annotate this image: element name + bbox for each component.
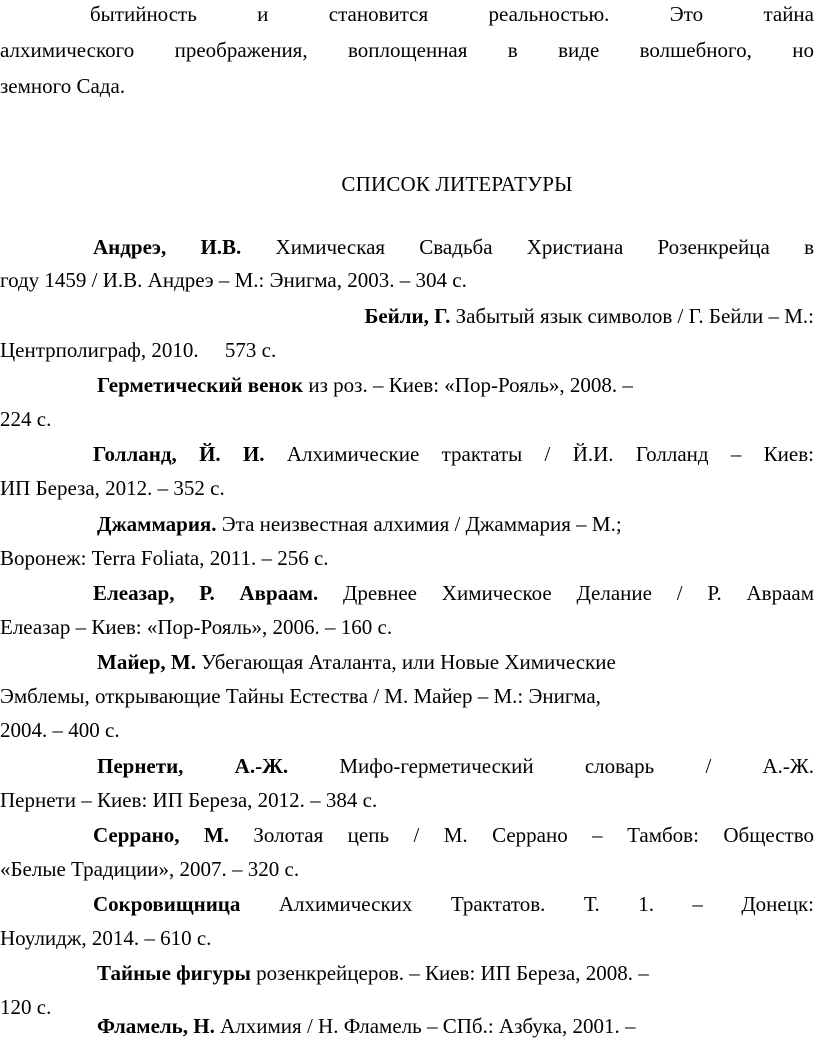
reference-6-text: Древнее Химическое Делание / Р. Авраам bbox=[318, 581, 814, 605]
section-title: СПИСОК ЛИТЕРАТУРЫ bbox=[341, 172, 573, 196]
intro-line-3: земного Сада. bbox=[0, 74, 126, 98]
reference-1-line-1 bbox=[93, 233, 814, 261]
reference-7-author: Майер, М. bbox=[97, 650, 196, 674]
reference-8-text: Мифо-герметический словарь / А.-Ж. bbox=[288, 754, 814, 778]
reference-2-line-2: Центрполиграф, 2010. 573 с. bbox=[0, 338, 277, 362]
reference-3-line-1 bbox=[97, 371, 633, 399]
reference-2-text: Забытый язык символов / Г. Бейли – М.: bbox=[450, 304, 814, 328]
reference-10-text: Алхимических Трактатов. Т. 1. – Донецк: bbox=[240, 892, 814, 916]
reference-1-line-2: году 1459 / И.В. Андреэ – М.: Энигма, 2003. – 304 с. bbox=[0, 268, 467, 292]
reference-9-author: Серрано, М. bbox=[93, 823, 229, 847]
reference-1-text: Химическая Свадьба Христиана Розенкрейца в bbox=[241, 235, 814, 259]
reference-4-line-1 bbox=[93, 440, 814, 468]
reference-3-author: Герметический венок bbox=[97, 373, 304, 397]
intro-line-1: бытийность и становится реальностью. Это тайна bbox=[90, 2, 814, 26]
reference-9-line-1 bbox=[93, 821, 814, 849]
reference-3-line-2: 224 с. bbox=[0, 407, 52, 431]
reference-5-line-1 bbox=[97, 510, 622, 538]
reference-5-author: Джаммария. bbox=[97, 512, 217, 536]
reference-3-text: из роз. – Киев: «Пор-Рояль», 2008. – bbox=[303, 373, 633, 397]
reference-7-line-3: 2004. – 400 с. bbox=[0, 718, 120, 742]
reference-2-author: Бейли, Г. bbox=[364, 304, 451, 328]
reference-2-line-1 bbox=[241, 302, 814, 330]
reference-11-line-2: 120 с. bbox=[0, 995, 52, 1019]
intro-line-2: алхимического преображения, воплощенная в виде волшебного, но bbox=[0, 38, 814, 62]
reference-4-line-2: ИП Береза, 2012. – 352 с. bbox=[0, 476, 225, 500]
reference-8-line-2: Пернети – Киев: ИП Береза, 2012. – 384 с. bbox=[0, 788, 378, 812]
reference-4-text: Алхимические трактаты / Й.И. Голланд – Киев: bbox=[264, 442, 814, 466]
reference-12-line-1 bbox=[97, 1012, 635, 1040]
reference-11-line-1 bbox=[97, 959, 649, 987]
reference-10-author: Сокровищница bbox=[93, 892, 241, 916]
reference-12-author: Фламель, Н. bbox=[97, 1014, 215, 1038]
reference-8-line-1 bbox=[97, 752, 814, 780]
reference-5-text: Эта неизвестная алхимия / Джаммария – М.; bbox=[216, 512, 622, 536]
reference-7-line-1 bbox=[97, 648, 616, 676]
reference-6-line-2: Елеазар – Киев: «Пор-Рояль», 2006. – 160 с. bbox=[0, 615, 393, 639]
reference-5-line-2: Воронеж: Terra Foliata, 2011. – 256 с. bbox=[0, 546, 329, 570]
reference-4-author: Голланд, Й. И. bbox=[93, 442, 265, 466]
reference-11-author: Тайные фигуры bbox=[97, 961, 251, 985]
reference-7-text: Убегающая Аталанта, или Новые Химические bbox=[196, 650, 616, 674]
reference-11-text: розенкрейцеров. – Киев: ИП Береза, 2008. – bbox=[250, 961, 649, 985]
reference-9-line-2: «Белые Традиции», 2007. – 320 с. bbox=[0, 857, 300, 881]
reference-1-author: Андреэ, И.В. bbox=[93, 235, 242, 259]
reference-12-text: Алхимия / Н. Фламель – СПб.: Азбука, 2001. – bbox=[214, 1014, 636, 1038]
reference-6-line-1 bbox=[93, 579, 814, 607]
reference-7-line-2: Эмблемы, открывающие Тайны Естества / М. Майер – М.: Энигма, bbox=[0, 684, 601, 708]
reference-10-line-1 bbox=[93, 890, 814, 918]
reference-10-line-2: Ноулидж, 2014. – 610 с. bbox=[0, 926, 212, 950]
reference-8-author: Пернети, А.-Ж. bbox=[97, 754, 289, 778]
reference-6-author: Елеазар, Р. Авраам. bbox=[93, 581, 319, 605]
reference-9-text: Золотая цепь / М. Серрано – Тамбов: Общество bbox=[228, 823, 814, 847]
